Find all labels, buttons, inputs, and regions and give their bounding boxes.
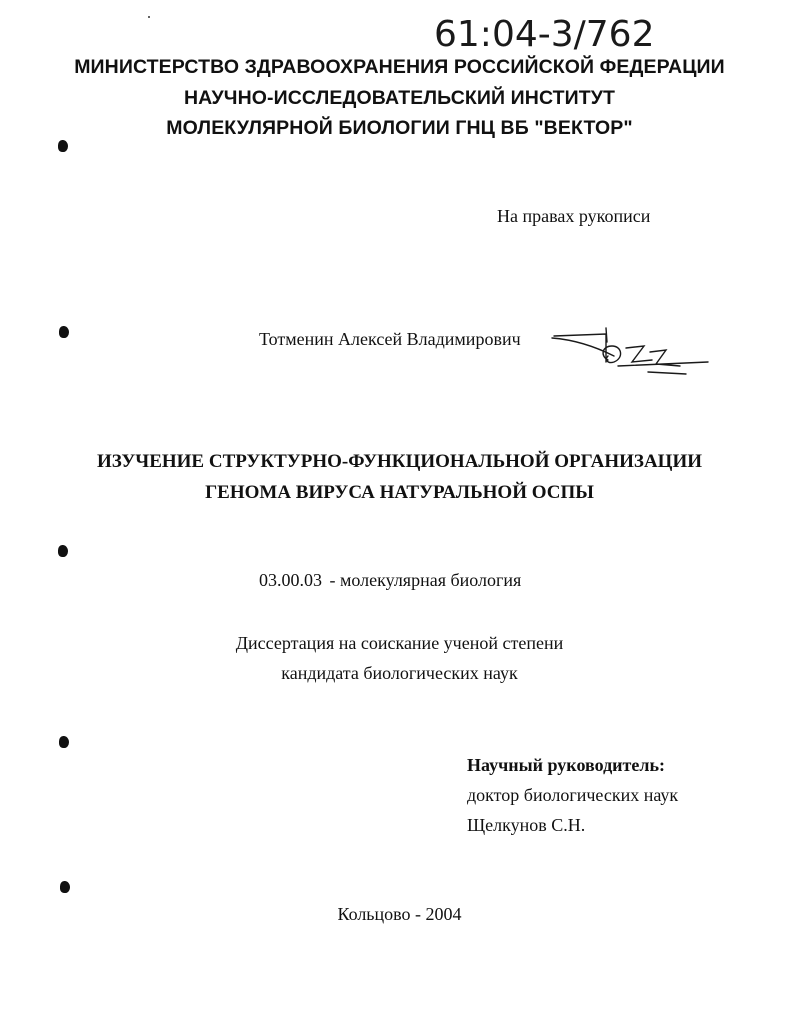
supervisor-block	[467, 750, 678, 840]
specialty-name: - молекулярная биология	[329, 570, 522, 590]
thesis-title	[0, 446, 799, 508]
binding-hole-mark	[58, 140, 68, 152]
supervisor-name: Щелкунов С.Н.	[467, 815, 586, 835]
scan-speck	[148, 16, 150, 18]
supervisor-heading: Научный руководитель:	[467, 755, 665, 775]
rights-note: На правах рукописи	[497, 206, 651, 226]
dissertation-degree	[0, 628, 799, 688]
binding-hole-mark	[60, 881, 70, 893]
archive-code-text: 61:04-3/762	[434, 14, 655, 54]
author-name: Тотменин Алексей Владимирович	[259, 329, 521, 349]
thesis-title-line2: ГЕНОМА ВИРУСА НАТУРАЛЬНОЙ ОСПЫ	[205, 482, 594, 503]
place-year: Кольцово - 2004	[337, 904, 462, 924]
specialty-code: 03.00.03	[259, 570, 322, 590]
author-signature	[548, 322, 713, 378]
specialty	[259, 570, 521, 591]
institute-name-line: МОЛЕКУЛЯРНОЙ БИОЛОГИИ ГНЦ ВБ "ВЕКТОР"	[166, 117, 633, 139]
binding-hole-mark	[59, 326, 69, 338]
supervisor-degree: доктор биологических наук	[467, 785, 679, 805]
archive-code-handwritten	[430, 8, 720, 54]
thesis-title-line1: ИЗУЧЕНИЕ СТРУКТУРНО-ФУНКЦИОНАЛЬНОЙ ОРГАНИЗАЦИИ	[96, 451, 702, 472]
binding-hole-mark	[59, 736, 69, 748]
institution-header	[0, 52, 799, 144]
binding-hole-mark	[58, 545, 68, 557]
institute-line: НАУЧНО-ИССЛЕДОВАТЕЛЬСКИЙ ИНСТИТУТ	[183, 86, 616, 109]
dissertation-line2: кандидата биологических наук	[281, 663, 518, 683]
dissertation-line1: Диссертация на соискание ученой степени	[235, 633, 564, 653]
ministry-line: МИНИСТЕРСТВО ЗДРАВООХРАНЕНИЯ РОССИЙСКОЙ ФЕДЕРАЦИИ	[74, 56, 725, 78]
